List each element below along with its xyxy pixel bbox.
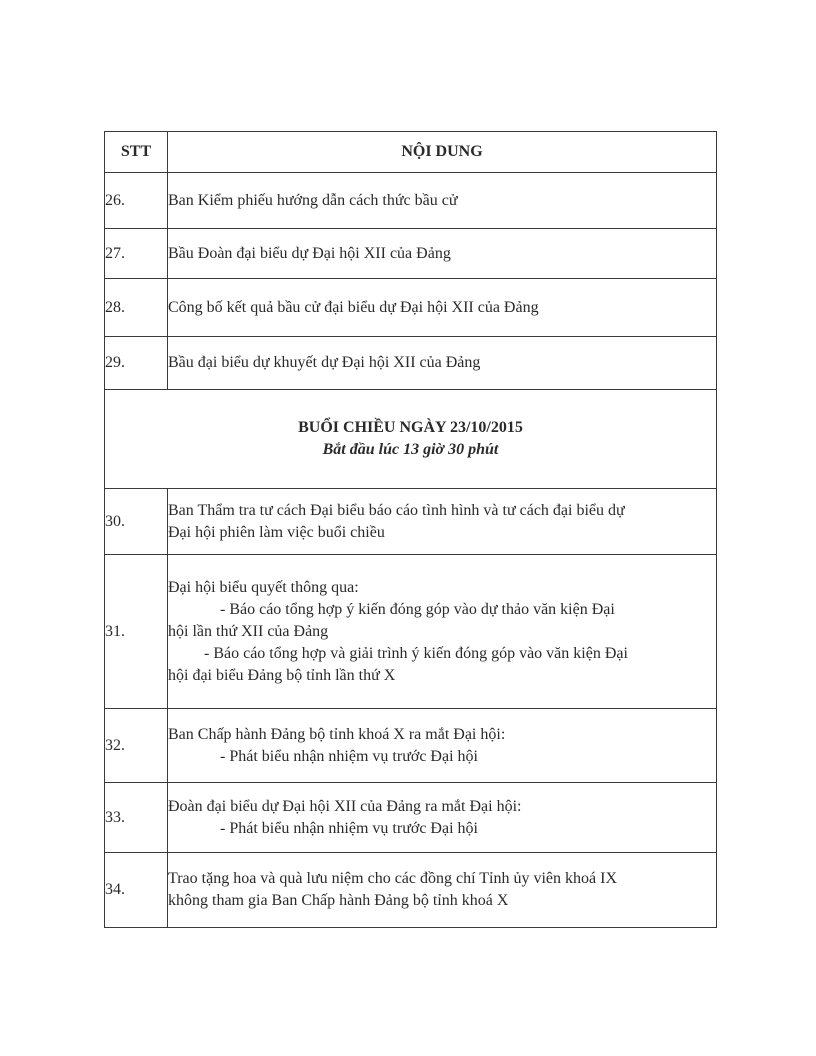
row-content — [168, 489, 717, 555]
table-row — [105, 555, 717, 709]
table-row — [105, 489, 717, 555]
header-content: NỘI DUNG — [168, 132, 717, 173]
content-line: Đại hội biểu quyết thông qua: — [168, 578, 359, 596]
row-number: 26. — [105, 173, 168, 229]
content-bullet: - Báo cáo tổng hợp ý kiến đóng góp vào dự thảo văn kiện Đại — [220, 600, 615, 618]
row-number: 27. — [105, 229, 168, 279]
session-heading — [105, 390, 717, 489]
row-number: 31. — [105, 555, 168, 709]
content-bullet: - Báo cáo tổng hợp và giải trình ý kiến đóng góp vào văn kiện Đại — [204, 644, 628, 662]
row-content — [168, 853, 717, 928]
content-bullet: - Phát biểu nhận nhiệm vụ trước Đại hội — [220, 819, 478, 837]
content-bullet: - Phát biểu nhận nhiệm vụ trước Đại hội — [220, 747, 478, 765]
header-stt: STT — [105, 132, 168, 173]
row-content: Công bố kết quả bầu cử đại biểu dự Đại hội XII của Đảng — [168, 279, 717, 337]
table-row — [105, 279, 717, 337]
table-row — [105, 229, 717, 279]
agenda-table — [104, 131, 717, 928]
session-row — [105, 390, 717, 489]
row-number: 28. — [105, 279, 168, 337]
content-line: không tham gia Ban Chấp hành Đảng bộ tỉnh khoá X — [168, 892, 509, 909]
row-number: 29. — [105, 337, 168, 390]
row-number: 33. — [105, 783, 168, 853]
table-header-row — [105, 132, 717, 173]
content-line: hội lần thứ XII của Đảng — [168, 622, 329, 640]
row-content — [168, 555, 717, 709]
row-content: Bầu Đoàn đại biểu dự Đại hội XII của Đảng — [168, 229, 717, 279]
table-row — [105, 783, 717, 853]
session-title: BUỔI CHIỀU NGÀY 23/10/2015 — [298, 419, 523, 436]
row-content — [168, 709, 717, 783]
content-line: Đoàn đại biểu dự Đại hội XII của Đảng ra mắt Đại hội: — [168, 797, 522, 815]
content-line: Trao tặng hoa và quà lưu niệm cho các đồng chí Tỉnh ủy viên khoá IX — [168, 870, 618, 887]
session-subtitle: Bắt đầu lúc 13 giờ 30 phút — [322, 441, 499, 458]
table-row — [105, 173, 717, 229]
row-number: 34. — [105, 853, 168, 928]
content-line: Đại hội phiên làm việc buổi chiều — [168, 523, 385, 541]
content-line: hội đại biểu Đảng bộ tỉnh lần thứ X — [168, 666, 396, 684]
row-content: Ban Kiểm phiếu hướng dẫn cách thức bầu cử — [168, 173, 717, 229]
content-line: Ban Chấp hành Đảng bộ tỉnh khoá X ra mắt Đại hội: — [168, 725, 506, 743]
table-row — [105, 853, 717, 928]
table-row — [105, 337, 717, 390]
row-content — [168, 783, 717, 853]
row-content: Bầu đại biểu dự khuyết dự Đại hội XII của Đảng — [168, 337, 717, 390]
row-number: 32. — [105, 709, 168, 783]
row-number: 30. — [105, 489, 168, 555]
table-row — [105, 709, 717, 783]
content-line: Ban Thẩm tra tư cách Đại biểu báo cáo tình hình và tư cách đại biểu dự — [168, 501, 625, 519]
